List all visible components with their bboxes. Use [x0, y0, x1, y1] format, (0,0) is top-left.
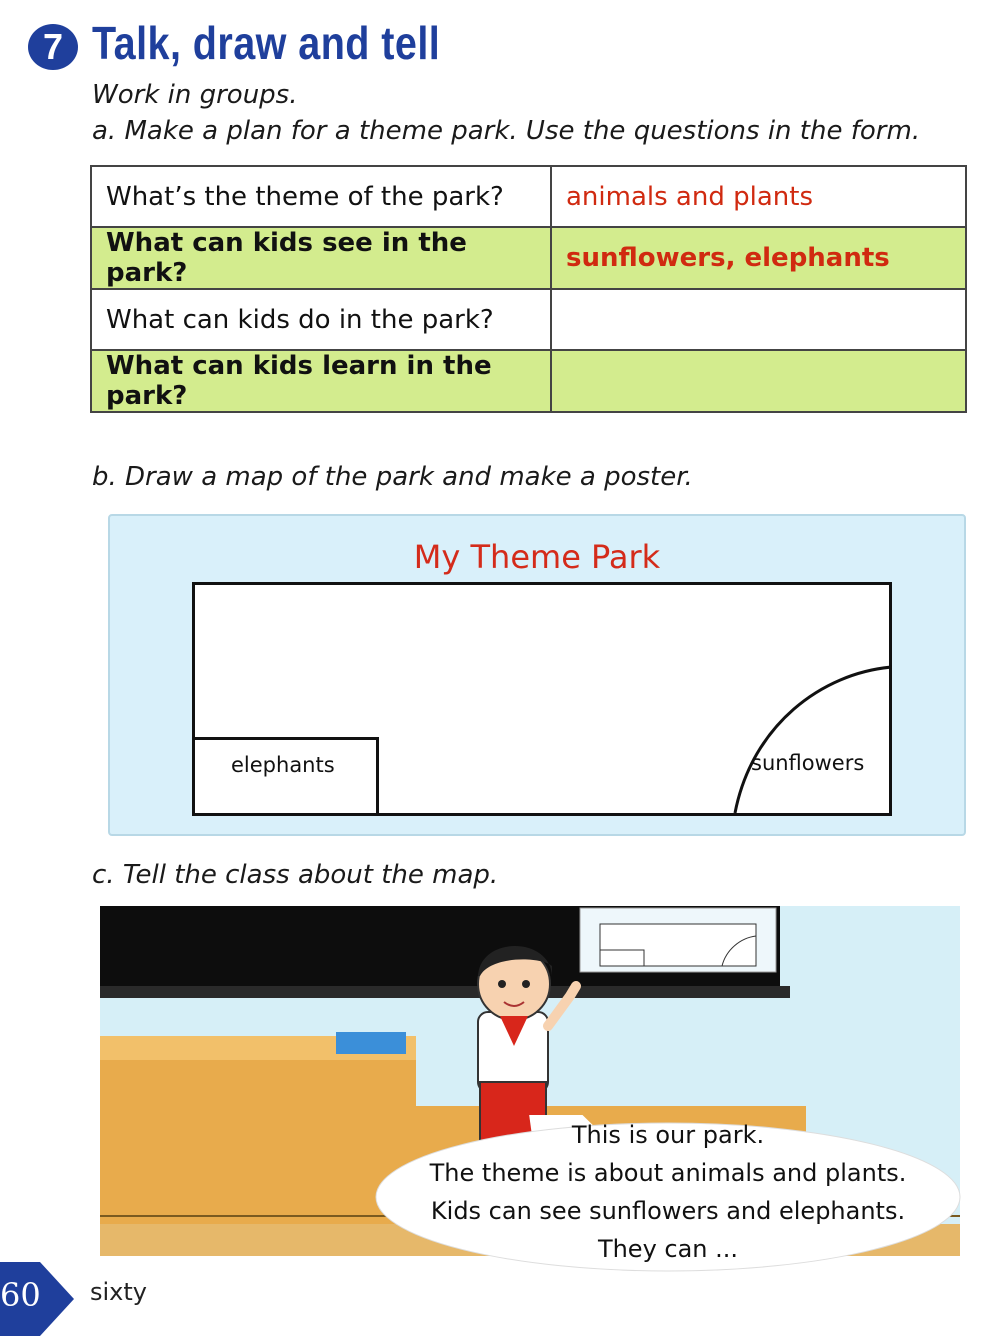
form-question: What can kids do in the park? [91, 289, 551, 350]
theme-park-poster [108, 514, 966, 836]
speech-line: Kids can see sunflowers and elephants. [430, 1197, 906, 1225]
activity-title: Talk, draw and tell [92, 17, 441, 69]
form-question: What can kids see in the park? [91, 227, 551, 289]
form-question: What can kids learn in the park? [91, 350, 551, 412]
page-number-word: sixty [90, 1278, 147, 1306]
form-question: What’s the theme of the park? [91, 166, 551, 227]
park-map [192, 582, 892, 816]
form-answer: sunflowers, elephants [551, 227, 966, 289]
elephants-label: elephants [231, 753, 335, 777]
form-row [91, 350, 966, 412]
form-row [91, 289, 966, 350]
speech-line: The theme is about animals and plants. [429, 1159, 907, 1187]
teacher-desk [100, 1036, 416, 1256]
instruction-groups: Work in groups. [92, 80, 298, 110]
poster-title: My Theme Park [413, 538, 661, 576]
sunflowers-label: sunflowers [751, 751, 865, 775]
form-answer [551, 289, 966, 350]
activity-number-badge: 7 [28, 24, 78, 70]
page-number: 60 [0, 1276, 41, 1314]
instruction-b: b. Draw a map of the park and make a poster. [92, 462, 693, 492]
speech-line: This is our park. [571, 1121, 765, 1149]
instruction-a: a. Make a plan for a theme park. Use the questions in the form. [92, 116, 921, 146]
form-answer: animals and plants [551, 166, 966, 227]
form-row [91, 166, 966, 227]
speech-bubble [373, 1115, 963, 1275]
form-row [91, 227, 966, 289]
sunflowers-area [732, 665, 892, 813]
plan-form-table [90, 165, 967, 413]
form-answer [551, 350, 966, 412]
speech-line: They can ... [597, 1235, 739, 1263]
instruction-c: c. Tell the class about the map. [92, 860, 499, 890]
